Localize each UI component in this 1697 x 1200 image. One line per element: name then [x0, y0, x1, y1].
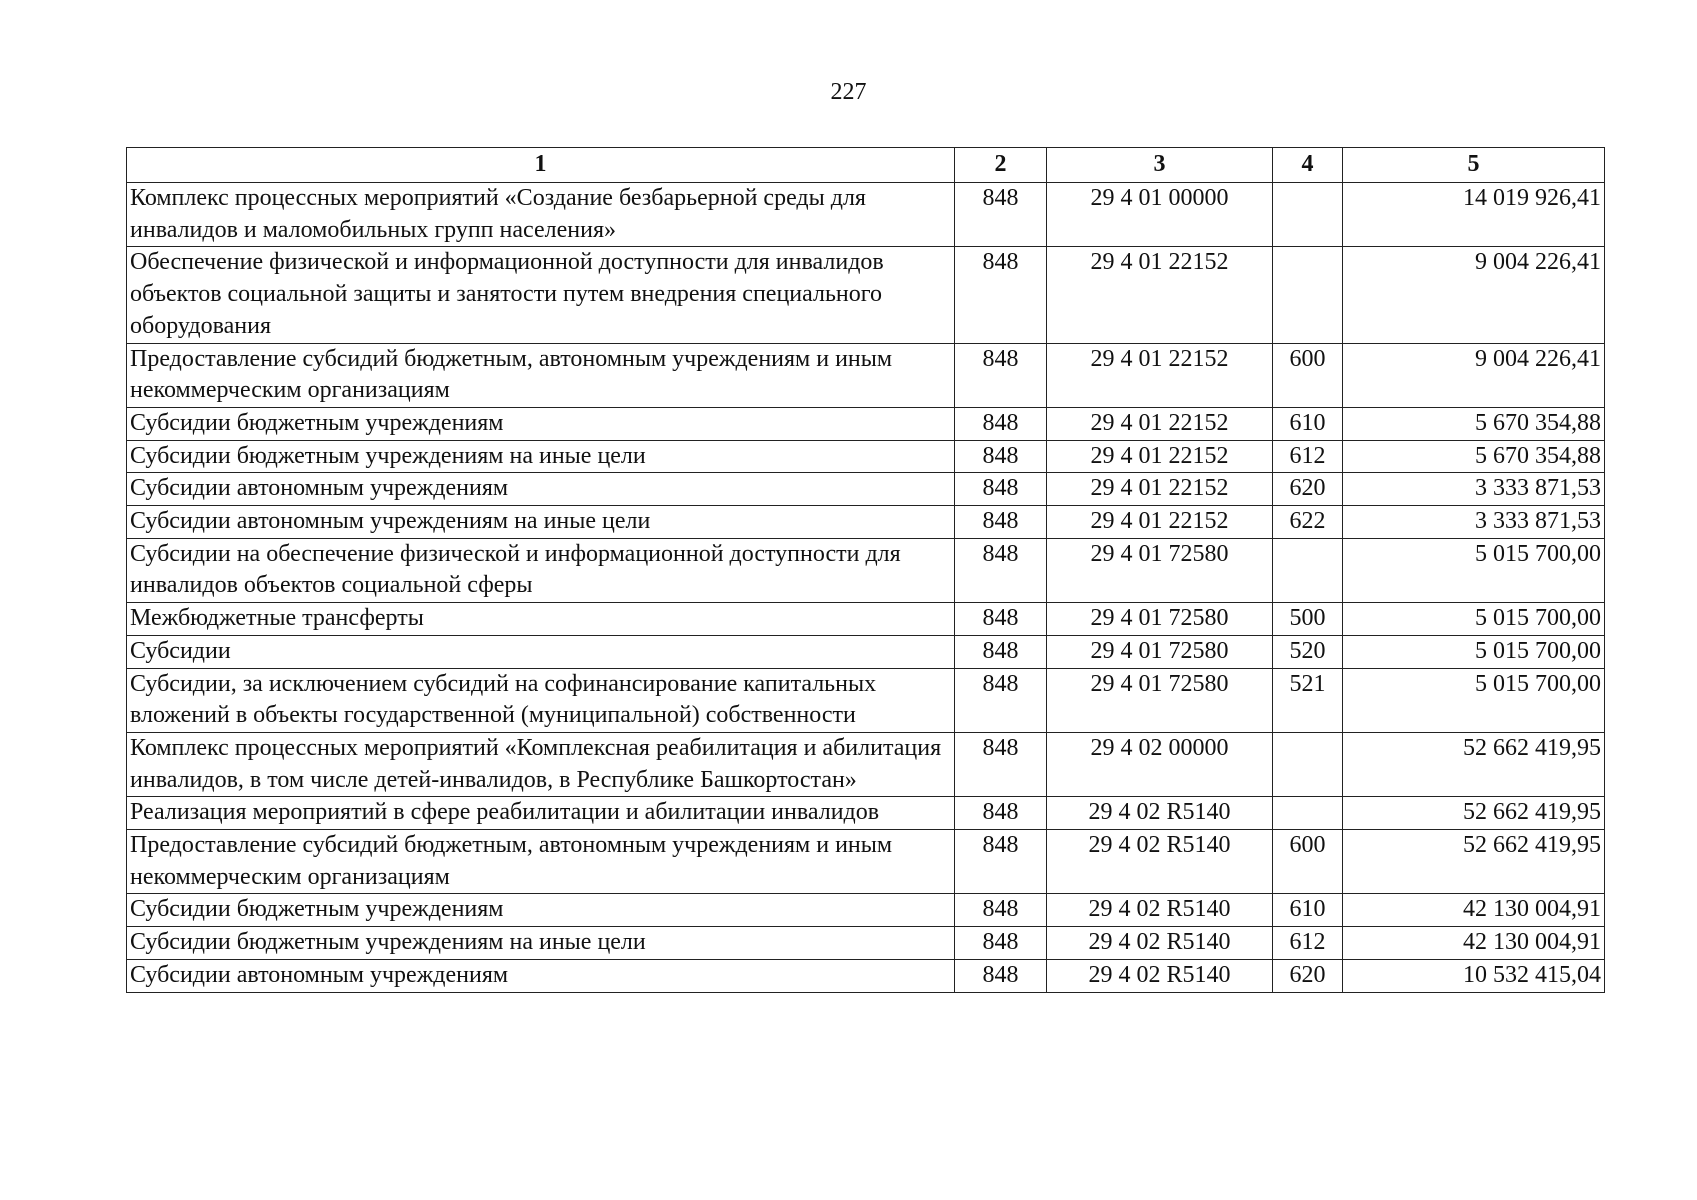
row-target-code-cell: 29 4 01 22152: [1047, 473, 1273, 506]
row-name-cell: Субсидии: [127, 635, 955, 668]
row-expense-type-cell: [1273, 797, 1343, 830]
row-amount-cell: 52 662 419,95: [1343, 830, 1605, 894]
table-row: [127, 635, 1605, 668]
row-name-cell: Субсидии автономным учреждениям: [127, 959, 955, 992]
table-row: [127, 959, 1605, 992]
row-amount-cell: 9 004 226,41: [1343, 247, 1605, 343]
table-row: [127, 183, 1605, 247]
table-row: [127, 797, 1605, 830]
row-name-cell: Субсидии на обеспечение физической и информационной доступности для инвалидов объектов социальной сферы: [127, 538, 955, 602]
row-expense-type-cell: 610: [1273, 407, 1343, 440]
row-amount-cell: 5 015 700,00: [1343, 668, 1605, 732]
row-expense-type-cell: 520: [1273, 635, 1343, 668]
row-target-code-cell: 29 4 01 00000: [1047, 183, 1273, 247]
row-target-code-cell: 29 4 01 22152: [1047, 343, 1273, 407]
row-expense-type-cell: 612: [1273, 440, 1343, 473]
row-name-cell: Субсидии бюджетным учреждениям на иные цели: [127, 440, 955, 473]
row-target-code-cell: 29 4 01 72580: [1047, 538, 1273, 602]
table-row: [127, 473, 1605, 506]
column-header-target: 3: [1047, 148, 1273, 183]
row-expense-type-cell: 612: [1273, 927, 1343, 960]
row-target-code-cell: 29 4 02 R5140: [1047, 797, 1273, 830]
row-name-cell: Субсидии бюджетным учреждениям на иные цели: [127, 927, 955, 960]
header-row: [127, 148, 1605, 183]
table-row: [127, 668, 1605, 732]
row-expense-type-cell: 600: [1273, 343, 1343, 407]
page-number: 227: [830, 79, 867, 105]
row-target-code-cell: 29 4 02 R5140: [1047, 959, 1273, 992]
row-admin-code-cell: 848: [955, 343, 1047, 407]
row-target-code-cell: 29 4 01 72580: [1047, 668, 1273, 732]
row-target-code-cell: 29 4 01 22152: [1047, 247, 1273, 343]
row-amount-cell: 14 019 926,41: [1343, 183, 1605, 247]
row-amount-cell: 10 532 415,04: [1343, 959, 1605, 992]
row-admin-code-cell: 848: [955, 732, 1047, 796]
row-name-cell: Комплекс процессных мероприятий «Создание безбарьерной среды для инвалидов и маломобильных групп населения»: [127, 183, 955, 247]
table-row: [127, 603, 1605, 636]
row-expense-type-cell: 521: [1273, 668, 1343, 732]
row-expense-type-cell: [1273, 183, 1343, 247]
row-admin-code-cell: 848: [955, 247, 1047, 343]
row-admin-code-cell: 848: [955, 797, 1047, 830]
table-row: [127, 343, 1605, 407]
row-admin-code-cell: 848: [955, 830, 1047, 894]
row-target-code-cell: 29 4 02 R5140: [1047, 830, 1273, 894]
table-row: [127, 894, 1605, 927]
row-target-code-cell: 29 4 01 72580: [1047, 635, 1273, 668]
row-amount-cell: 9 004 226,41: [1343, 343, 1605, 407]
row-name-cell: Обеспечение физической и информационной доступности для инвалидов объектов социальной защиты и занятости путем внедрения специального оборудования: [127, 247, 955, 343]
row-target-code-cell: 29 4 02 R5140: [1047, 894, 1273, 927]
column-header-type: 4: [1273, 148, 1343, 183]
table-row: [127, 506, 1605, 539]
row-name-cell: Реализация мероприятий в сфере реабилитации и абилитации инвалидов: [127, 797, 955, 830]
row-name-cell: Межбюджетные трансферты: [127, 603, 955, 636]
row-expense-type-cell: 622: [1273, 506, 1343, 539]
row-amount-cell: 5 670 354,88: [1343, 440, 1605, 473]
budget-table: [126, 147, 1605, 993]
column-header-amount: 5: [1343, 148, 1605, 183]
row-admin-code-cell: 848: [955, 894, 1047, 927]
row-admin-code-cell: 848: [955, 927, 1047, 960]
row-amount-cell: 5 015 700,00: [1343, 538, 1605, 602]
table-row: [127, 830, 1605, 894]
row-admin-code-cell: 848: [955, 183, 1047, 247]
row-name-cell: Предоставление субсидий бюджетным, автономным учреждениям и иным некоммерческим организациям: [127, 830, 955, 894]
row-admin-code-cell: 848: [955, 440, 1047, 473]
table-row: [127, 538, 1605, 602]
row-amount-cell: 42 130 004,91: [1343, 894, 1605, 927]
row-admin-code-cell: 848: [955, 959, 1047, 992]
row-amount-cell: 52 662 419,95: [1343, 732, 1605, 796]
row-amount-cell: 5 670 354,88: [1343, 407, 1605, 440]
row-target-code-cell: 29 4 02 00000: [1047, 732, 1273, 796]
row-admin-code-cell: 848: [955, 506, 1047, 539]
row-target-code-cell: 29 4 01 22152: [1047, 506, 1273, 539]
row-admin-code-cell: 848: [955, 668, 1047, 732]
row-admin-code-cell: 848: [955, 635, 1047, 668]
row-amount-cell: 3 333 871,53: [1343, 506, 1605, 539]
row-expense-type-cell: 620: [1273, 473, 1343, 506]
table-row: [127, 407, 1605, 440]
row-admin-code-cell: 848: [955, 603, 1047, 636]
row-amount-cell: 42 130 004,91: [1343, 927, 1605, 960]
row-name-cell: Субсидии автономным учреждениям: [127, 473, 955, 506]
row-amount-cell: 52 662 419,95: [1343, 797, 1605, 830]
row-expense-type-cell: 600: [1273, 830, 1343, 894]
row-target-code-cell: 29 4 01 72580: [1047, 603, 1273, 636]
row-name-cell: Субсидии бюджетным учреждениям: [127, 407, 955, 440]
table-row: [127, 927, 1605, 960]
row-amount-cell: 3 333 871,53: [1343, 473, 1605, 506]
row-expense-type-cell: [1273, 732, 1343, 796]
column-header-name: 1: [127, 148, 955, 183]
row-name-cell: Субсидии, за исключением субсидий на софинансирование капитальных вложений в объекты государственной (муниципальной) собственности: [127, 668, 955, 732]
row-name-cell: Субсидии автономным учреждениям на иные цели: [127, 506, 955, 539]
row-expense-type-cell: 620: [1273, 959, 1343, 992]
row-target-code-cell: 29 4 01 22152: [1047, 440, 1273, 473]
row-expense-type-cell: [1273, 538, 1343, 602]
row-expense-type-cell: [1273, 247, 1343, 343]
row-admin-code-cell: 848: [955, 473, 1047, 506]
row-amount-cell: 5 015 700,00: [1343, 603, 1605, 636]
row-expense-type-cell: 500: [1273, 603, 1343, 636]
table-body: [127, 183, 1605, 993]
row-target-code-cell: 29 4 01 22152: [1047, 407, 1273, 440]
row-admin-code-cell: 848: [955, 407, 1047, 440]
row-expense-type-cell: 610: [1273, 894, 1343, 927]
row-target-code-cell: 29 4 02 R5140: [1047, 927, 1273, 960]
column-header-admin: 2: [955, 148, 1047, 183]
row-name-cell: Комплекс процессных мероприятий «Комплексная реабилитация и абилитация инвалидов, в том числе детей-инвалидов, в Республике Башкортостан»: [127, 732, 955, 796]
table-row: [127, 732, 1605, 796]
table-row: [127, 247, 1605, 343]
table-row: [127, 440, 1605, 473]
row-name-cell: Субсидии бюджетным учреждениям: [127, 894, 955, 927]
row-name-cell: Предоставление субсидий бюджетным, автономным учреждениям и иным некоммерческим организациям: [127, 343, 955, 407]
row-amount-cell: 5 015 700,00: [1343, 635, 1605, 668]
row-admin-code-cell: 848: [955, 538, 1047, 602]
